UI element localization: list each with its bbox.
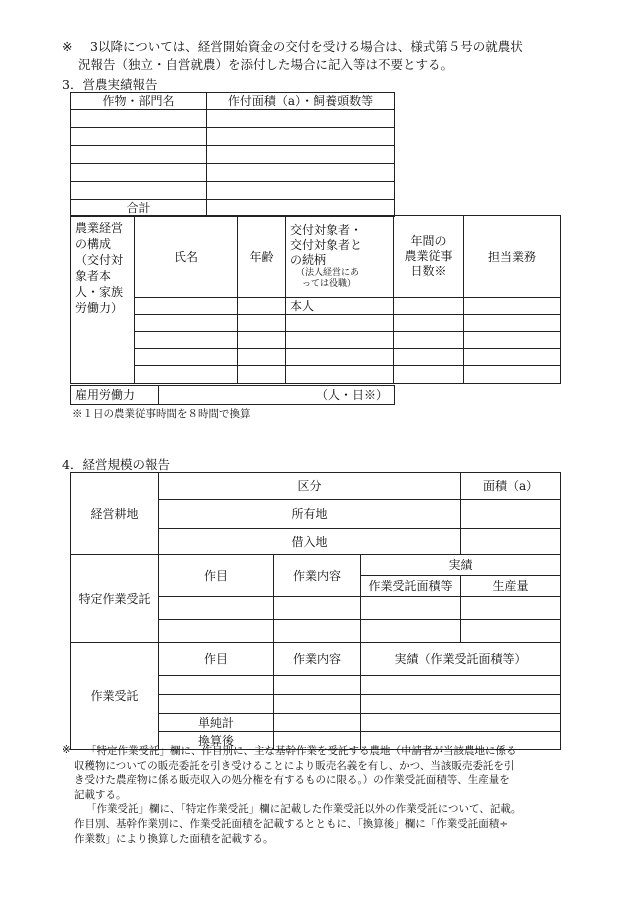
footnote-line: 記載する。 xyxy=(74,788,127,801)
work-cell[interactable] xyxy=(159,676,274,695)
special-work-header: 作業内容 xyxy=(274,555,361,597)
special-cell[interactable] xyxy=(361,620,461,643)
labor-cell[interactable] xyxy=(286,315,394,332)
work-cell[interactable] xyxy=(274,695,361,714)
crop-cell[interactable] xyxy=(207,164,395,182)
work-result-header: 実績（作業受託面積等） xyxy=(361,643,561,676)
crop-cell[interactable] xyxy=(71,110,207,128)
work-cell[interactable] xyxy=(361,714,561,732)
footnote-line: 作目別、基幹作業別に、作業受託面積を記載するとともに、「換算後」欄に「作業受託面積÷ xyxy=(74,817,509,830)
labor-composition-label: 農業経営 の構成 （交付対 象者本 人・家族 労働力） xyxy=(71,216,135,384)
contract-area-header: 作業受託面積等 xyxy=(361,576,461,597)
special-item-header: 作目 xyxy=(159,555,274,597)
special-result-header: 実績 xyxy=(361,555,561,576)
crop-cell[interactable] xyxy=(71,146,207,164)
special-cell[interactable] xyxy=(361,597,461,620)
labor-footnote: ※１日の農業従事時間を８時間で換算 xyxy=(72,408,251,420)
labor-cell[interactable] xyxy=(238,332,286,349)
crop-cell[interactable] xyxy=(207,146,395,164)
labor-cell[interactable] xyxy=(394,332,464,349)
crop-table xyxy=(70,92,395,217)
labor-cell[interactable] xyxy=(394,315,464,332)
work-cell[interactable] xyxy=(361,695,561,714)
leased-land-label: 借入地 xyxy=(159,529,461,555)
labor-cell[interactable] xyxy=(464,332,561,349)
special-cell[interactable] xyxy=(461,597,561,620)
labor-cell[interactable] xyxy=(135,366,238,384)
production-header: 生産量 xyxy=(461,576,561,597)
hired-labor-table xyxy=(70,385,395,405)
leased-land-area[interactable] xyxy=(461,529,561,555)
work-content-header: 作業内容 xyxy=(274,643,361,676)
col-age-header: 年齢 xyxy=(238,216,286,298)
owned-land-area[interactable] xyxy=(461,500,561,529)
scale-table xyxy=(70,472,561,750)
note-mark: ※ xyxy=(62,39,73,54)
note-line-2: 況報告（独立・自営就農）を添付した場合に記入等は不要とする。 xyxy=(78,57,454,72)
footnote-line: 収穫物についての販売委託を引き受けることにより販売名義を有し、かつ、当該販売委託を引 xyxy=(74,759,515,772)
simple-total-label: 単純計 xyxy=(159,714,274,732)
work-cell[interactable] xyxy=(361,676,561,695)
labor-cell[interactable] xyxy=(135,315,238,332)
note-line-1: 3以降については、経営開始資金の交付を受ける場合は、様式第５号の就農状 xyxy=(90,39,523,54)
section-4-heading: 4．経営規模の報告 xyxy=(62,457,170,472)
farmland-label: 経営耕地 xyxy=(71,473,159,555)
converted-label: 換算後 xyxy=(159,732,274,750)
crop-cell[interactable] xyxy=(71,182,207,200)
labor-cell[interactable] xyxy=(238,366,286,384)
crop-name-header: 作物・部門名 xyxy=(71,93,207,110)
work-contract-label: 作業受託 xyxy=(71,643,159,750)
footnote-4 xyxy=(74,744,574,846)
special-cell[interactable] xyxy=(461,620,561,643)
labor-cell[interactable] xyxy=(394,349,464,366)
special-cell[interactable] xyxy=(159,597,274,620)
special-cell[interactable] xyxy=(274,597,361,620)
labor-cell[interactable] xyxy=(238,349,286,366)
special-contract-label: 特定作業受託 xyxy=(71,555,159,643)
labor-cell[interactable] xyxy=(286,349,394,366)
crop-cell[interactable] xyxy=(207,110,395,128)
kubun-header: 区分 xyxy=(159,473,461,500)
labor-cell[interactable] xyxy=(135,298,238,315)
self-label: 本人 xyxy=(286,298,394,315)
labor-cell[interactable] xyxy=(464,298,561,315)
labor-cell[interactable] xyxy=(394,366,464,384)
labor-cell[interactable] xyxy=(464,349,561,366)
labor-cell[interactable] xyxy=(238,298,286,315)
labor-cell[interactable] xyxy=(135,349,238,366)
labor-cell[interactable] xyxy=(464,366,561,384)
work-cell[interactable] xyxy=(159,695,274,714)
work-cell[interactable] xyxy=(274,714,361,732)
crop-cell[interactable] xyxy=(71,128,207,146)
footnote-line: き受けた農産物に係る販売収入の処分権を有するものに限る。）の作業受託面積等、生産量を xyxy=(74,774,510,787)
crop-area-header: 作付面積（a）・飼養頭数等 xyxy=(207,93,395,110)
footnote-line: 作業数」により換算した面積を記載する。 xyxy=(74,832,274,845)
labor-cell[interactable] xyxy=(135,332,238,349)
col-duty-header: 担当業務 xyxy=(464,216,561,298)
labor-cell[interactable] xyxy=(238,315,286,332)
special-cell[interactable] xyxy=(159,620,274,643)
footnote-line: 「作業受託」欄に、「特定作業受託」欄に記載した作業受託以外の作業受託について、記載。 xyxy=(86,803,522,816)
col-relation-header: 交付対象者・ 交付対象者と の続柄 （法人経営にあ っては役職） xyxy=(286,216,394,298)
crop-total-value[interactable] xyxy=(207,200,395,217)
footnote-line: 「特定作業受託」欄に、作目別に、主な基幹作業を受託する農地（申請者が当該農地に係る xyxy=(86,745,517,757)
owned-land-label: 所有地 xyxy=(159,500,461,529)
work-cell[interactable] xyxy=(274,676,361,695)
labor-cell[interactable] xyxy=(394,298,464,315)
labor-cell[interactable] xyxy=(286,332,394,349)
labor-cell[interactable] xyxy=(286,366,394,384)
crop-cell[interactable] xyxy=(207,128,395,146)
special-cell[interactable] xyxy=(274,620,361,643)
crop-cell[interactable] xyxy=(71,164,207,182)
labor-table xyxy=(70,215,561,384)
col-days-header: 年間の 農業従事 日数※ xyxy=(394,216,464,298)
col-name-header: 氏名 xyxy=(135,216,238,298)
work-item-header: 作目 xyxy=(159,643,274,676)
hired-labor-label: 雇用労働力 xyxy=(71,386,159,405)
crop-total-label: 合計 xyxy=(71,200,207,217)
hired-labor-unit[interactable]: （人・日※） xyxy=(159,386,395,405)
area-header: 面積（a） xyxy=(461,473,561,500)
footnote-4-mark: ※ xyxy=(62,744,71,756)
crop-cell[interactable] xyxy=(207,182,395,200)
section-3-heading: 3．営農実績報告 xyxy=(62,77,158,92)
labor-cell[interactable] xyxy=(464,315,561,332)
